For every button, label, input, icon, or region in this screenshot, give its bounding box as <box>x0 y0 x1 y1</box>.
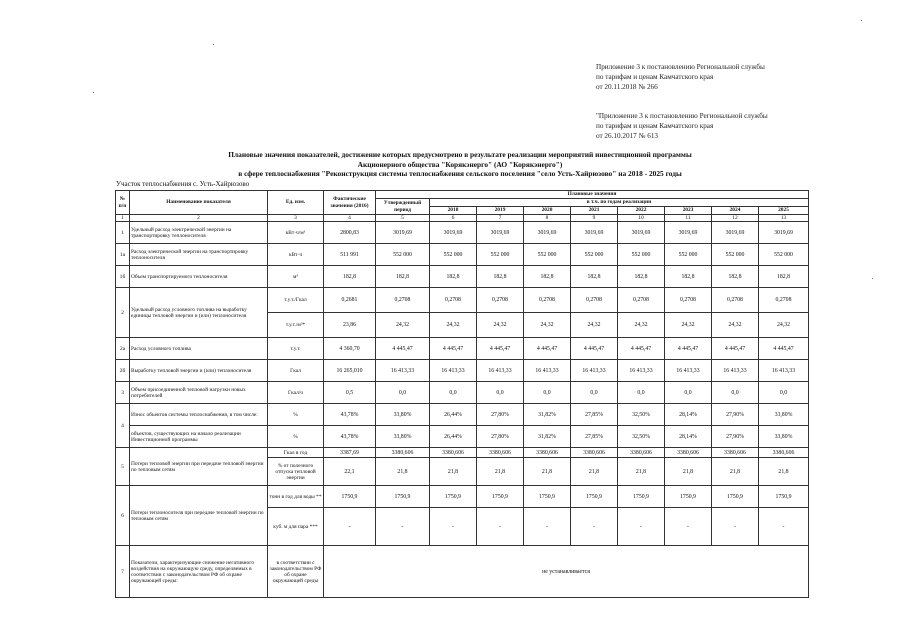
row-unit: % <box>268 426 324 448</box>
table-row <box>116 244 809 266</box>
row-year-value: 3380,606 <box>524 448 571 458</box>
row-year-value: 33,80% <box>759 404 809 426</box>
row-year-value: 3380,606 <box>430 448 477 458</box>
row-year-value: 182,8 <box>618 266 665 288</box>
row-year-value: 21,8 <box>665 458 712 486</box>
row-num: 1 <box>116 222 130 244</box>
row-year-value: 0,2708 <box>618 288 665 313</box>
row-year-value: 552 000 <box>759 244 809 266</box>
table-row <box>116 338 809 360</box>
annex-current <box>596 62 765 93</box>
row-year-value: 1750,9 <box>665 486 712 508</box>
header-by-years: в т.ч. по годам реализации <box>430 199 809 207</box>
row-year-value: 4 445,47 <box>524 338 571 360</box>
title-line: Плановые значения показателей, достижение которых предусмотрено в результате реализации мероприятий инвестиционной программы <box>228 150 692 159</box>
row-year-value: 3380,606 <box>477 448 524 458</box>
row-fact: 4 360,70 <box>324 338 376 360</box>
column-number: 3 <box>268 215 324 222</box>
document-title <box>110 150 810 179</box>
row-year-value: 24,32 <box>571 313 618 338</box>
row-year-value: 1750,9 <box>712 486 759 508</box>
row-year-value: 24,32 <box>665 313 712 338</box>
row-year-value: 1750,9 <box>571 486 618 508</box>
header-year: 2023 <box>665 207 712 215</box>
table-row <box>116 382 809 404</box>
column-number: 10 <box>618 215 665 222</box>
row-unit: % от полезного отпуска тепловой энергии <box>268 458 324 486</box>
header-num: № п/п <box>116 191 130 215</box>
row-year-value: 1750,9 <box>618 486 665 508</box>
row-name: Объем присоединенной тепловой нагрузки новых потребителей <box>130 382 268 404</box>
section-label: Участок теплоснабжения с. Усть-Хайрюзово <box>116 180 250 188</box>
row-approved: 3380,606 <box>376 448 430 458</box>
row-unit: т.у.т./Гкал <box>268 288 324 313</box>
row-year-value: - <box>618 508 665 546</box>
row-year-value: 0,2708 <box>477 288 524 313</box>
column-number: 2 <box>130 215 268 222</box>
row-year-value: 0,2708 <box>524 288 571 313</box>
row-name: Потери теплоносителя при передаче тепловой энергии по тепловым сетям <box>130 486 268 546</box>
row-unit: куб. м для пара *** <box>268 508 324 546</box>
row-year-value: 24,32 <box>712 313 759 338</box>
row-year-value: 16 413,33 <box>524 360 571 382</box>
row-year-value: 182,8 <box>759 266 809 288</box>
row-approved: 33,80% <box>376 426 430 448</box>
row-year-value: 3380,606 <box>618 448 665 458</box>
column-number: 7 <box>477 215 524 222</box>
table-row <box>116 426 809 448</box>
annex-original <box>596 111 768 142</box>
row-year-value: 0,2708 <box>430 288 477 313</box>
table-row <box>116 222 809 244</box>
row-year-value: 27,85% <box>571 426 618 448</box>
row-year-value: 26,44% <box>430 426 477 448</box>
row-unit: Гкал <box>268 360 324 382</box>
row-year-value: 3380,606 <box>759 448 809 458</box>
annex-current-line: от 20.11.2018 № 266 <box>596 83 658 92</box>
title-line: Акционерного общества "Корякэнерго" (АО "Корякэнерго") <box>357 159 563 169</box>
row-year-value: 4 445,47 <box>712 338 759 360</box>
table-row <box>116 288 809 313</box>
row-year-value: 4 445,47 <box>477 338 524 360</box>
column-number: 9 <box>571 215 618 222</box>
row-approved: 21,8 <box>376 458 430 486</box>
header-year: 2025 <box>759 207 809 215</box>
row-year-value: 1750,9 <box>524 486 571 508</box>
row-fact: 182,8 <box>324 266 376 288</box>
row-year-value: 21,8 <box>712 458 759 486</box>
header-year: 2020 <box>524 207 571 215</box>
column-number: 4 <box>324 215 376 222</box>
row-year-value: 16 413,33 <box>618 360 665 382</box>
row-year-value: 0,0 <box>524 382 571 404</box>
header-year: 2024 <box>712 207 759 215</box>
row-num: 5 <box>116 448 130 486</box>
row-year-value: - <box>712 508 759 546</box>
row-unit: м³ <box>268 266 324 288</box>
row-year-value: 0,2708 <box>571 288 618 313</box>
row-num: 4 <box>116 404 130 448</box>
row-year-value: 21,8 <box>430 458 477 486</box>
row-year-value: 3380,606 <box>665 448 712 458</box>
row-year-value: - <box>477 508 524 546</box>
row-year-value: 0,0 <box>665 382 712 404</box>
row-year-value: 0,0 <box>571 382 618 404</box>
annex-current-line: по тарифам и ценам Камчатского края <box>596 73 714 82</box>
table-row <box>116 486 809 508</box>
row-year-value: 552 000 <box>712 244 759 266</box>
row-num: 7 <box>116 546 130 598</box>
row-year-value: 182,8 <box>665 266 712 288</box>
row-year-value: 24,32 <box>618 313 665 338</box>
row-name: Удельный расход электрической энергии на транспортировку теплоносителя <box>130 222 268 244</box>
header-approved: Утвержденный период <box>376 199 430 215</box>
row-year-value: 4 445,47 <box>618 338 665 360</box>
row-year-value: 182,8 <box>571 266 618 288</box>
row-year-value: 3019,69 <box>712 222 759 244</box>
row-year-value: - <box>759 508 809 546</box>
scan-speckle <box>93 92 94 93</box>
row-year-value: 16 413,33 <box>712 360 759 382</box>
row-year-value: 24,32 <box>430 313 477 338</box>
row-year-value: 3380,606 <box>571 448 618 458</box>
row-unit: т.у.т./м³* <box>268 313 324 338</box>
row-year-value: 4 445,47 <box>665 338 712 360</box>
row-year-value: 182,8 <box>524 266 571 288</box>
row-year-value: 31,82% <box>524 426 571 448</box>
row-year-value: 33,80% <box>759 426 809 448</box>
row-year-value: 21,8 <box>571 458 618 486</box>
row-year-value: 0,2708 <box>665 288 712 313</box>
row-year-value: 552 000 <box>571 244 618 266</box>
row-year-value: 3019,69 <box>477 222 524 244</box>
row-year-value: 0,0 <box>618 382 665 404</box>
column-number: 12 <box>712 215 759 222</box>
annex-original-line: от 26.10.2017 № 613 <box>596 132 659 141</box>
row-year-value: 21,8 <box>477 458 524 486</box>
table-row <box>116 546 809 598</box>
header-unit: Ед. изм. <box>268 191 324 215</box>
row-year-value: 182,8 <box>430 266 477 288</box>
row-year-value: 31,82% <box>524 404 571 426</box>
row-approved: 16 413,33 <box>376 360 430 382</box>
row-name: Износ объектов системы теплоснабжения, в том числе: <box>130 404 268 426</box>
row-year-value: 24,32 <box>524 313 571 338</box>
row-year-value: 24,32 <box>477 313 524 338</box>
annex-original-line: по тарифам и ценам Камчатского края <box>596 122 714 131</box>
row-year-value: 28,14% <box>665 404 712 426</box>
row-year-value: 21,8 <box>524 458 571 486</box>
header-name: Наименование показателя <box>130 191 268 215</box>
row-year-value: 3019,69 <box>759 222 809 244</box>
row-unit: Гкал в год <box>268 448 324 458</box>
row-fact: 16 265,010 <box>324 360 376 382</box>
row-year-value: 0,2708 <box>759 288 809 313</box>
row-name: Выработку тепловой энергии и (или) теплоносителя <box>130 360 268 382</box>
column-number: 13 <box>759 215 809 222</box>
row-num: 2б <box>116 360 130 382</box>
title-line: в сфере теплоснабжения "Реконструкция системы теплоснабжения сельского поселения "село Усть-Хайрюзово" на 2018 - 2025 годы <box>238 169 682 179</box>
row-approved: 182,8 <box>376 266 430 288</box>
row-year-value: 32,50% <box>618 426 665 448</box>
column-numbers-row <box>116 215 809 222</box>
row-year-value: 24,32 <box>759 313 809 338</box>
row-num: 2а <box>116 338 130 360</box>
column-number: 6 <box>430 215 477 222</box>
row-year-value: 27,90% <box>712 426 759 448</box>
row-approved: 0,0 <box>376 382 430 404</box>
row-fact: - <box>324 508 376 546</box>
row-year-value: 16 413,33 <box>759 360 809 382</box>
row-num: 3 <box>116 382 130 404</box>
scan-speckle <box>861 20 862 21</box>
row-year-value: 3019,69 <box>571 222 618 244</box>
row-year-value: 0,2708 <box>712 288 759 313</box>
row-year-value: 0,0 <box>477 382 524 404</box>
row-year-value: - <box>571 508 618 546</box>
row-year-value: 16 413,33 <box>665 360 712 382</box>
column-number: 11 <box>665 215 712 222</box>
row-year-value: 16 413,33 <box>430 360 477 382</box>
row-name: объектов, существующих на начало реализации Инвестиционной программы <box>130 426 268 448</box>
row-unit: т.у.т. <box>268 338 324 360</box>
row-approved: 552 000 <box>376 244 430 266</box>
row-fact: 2800,83 <box>324 222 376 244</box>
row-name: Удельный расход условного топлива на выработку единицы тепловой энергии и (или) теплоносителя <box>130 288 268 338</box>
row-num: 2 <box>116 288 130 338</box>
annex-original-line: "Приложение 3 к постановлению Региональной службы <box>596 112 768 120</box>
row-num: 1б <box>116 266 130 288</box>
row-name: Показатели, характеризующие снижение негативного воздействия на окружающую среду, определяемых в соответствии с законодательством РФ об охране окружающей среды: <box>130 546 268 598</box>
row-year-value: 552 000 <box>524 244 571 266</box>
row-fact: 3387,69 <box>324 448 376 458</box>
row-year-value: 182,8 <box>477 266 524 288</box>
row-year-value: 552 000 <box>665 244 712 266</box>
row-approved: 33,80% <box>376 404 430 426</box>
row-unit: кВт·ч <box>268 244 324 266</box>
row-year-value: 0,0 <box>759 382 809 404</box>
row-fact: 511 991 <box>324 244 376 266</box>
row-fact: 0,2681 <box>324 288 376 313</box>
row-fact: 0,5 <box>324 382 376 404</box>
row-approved: 1750,9 <box>376 486 430 508</box>
row-fact: 43,78% <box>324 404 376 426</box>
scan-speckle <box>872 278 873 279</box>
annex-current-line: Приложение 3 к постановлению Региональной службы <box>596 63 765 71</box>
row-approved: - <box>376 508 430 546</box>
row-year-value: 1750,9 <box>759 486 809 508</box>
row-name: Расход электрической энергии на транспортировку теплоносителя <box>130 244 268 266</box>
row-year-value: 3019,69 <box>430 222 477 244</box>
header-fact: Фактические значения (2016) <box>324 191 376 215</box>
row-year-value: 0,0 <box>430 382 477 404</box>
column-number: 8 <box>524 215 571 222</box>
row-approved: 24,32 <box>376 313 430 338</box>
header-year: 2019 <box>477 207 524 215</box>
row-year-value: 21,8 <box>759 458 809 486</box>
row-year-value: 1750,9 <box>477 486 524 508</box>
column-number: 5 <box>376 215 430 222</box>
header-plan-group: Плановые значения <box>376 191 809 199</box>
row-year-value: 0,0 <box>712 382 759 404</box>
indicators-table <box>115 190 809 598</box>
row-fact: 43,78% <box>324 426 376 448</box>
row-year-value: - <box>430 508 477 546</box>
column-number: 1 <box>116 215 130 222</box>
row-year-value: 182,8 <box>712 266 759 288</box>
row-not-established: не устанавливается <box>324 546 809 598</box>
row-approved: 0,2708 <box>376 288 430 313</box>
row-unit: % <box>268 404 324 426</box>
row-year-value: 4 445,47 <box>430 338 477 360</box>
row-num: 1а <box>116 244 130 266</box>
row-year-value: 27,80% <box>477 426 524 448</box>
row-fact: 22,1 <box>324 458 376 486</box>
row-year-value: 552 000 <box>618 244 665 266</box>
row-fact: 1750,9 <box>324 486 376 508</box>
row-year-value: 26,44% <box>430 404 477 426</box>
row-unit: кВт·ч/м³ <box>268 222 324 244</box>
header-year: 2022 <box>618 207 665 215</box>
row-year-value: 3019,69 <box>618 222 665 244</box>
row-unit: Гкал/ч <box>268 382 324 404</box>
row-year-value: 552 000 <box>430 244 477 266</box>
header-year: 2018 <box>430 207 477 215</box>
row-year-value: 27,80% <box>477 404 524 426</box>
row-year-value: 3380,606 <box>712 448 759 458</box>
row-approved: 4 445,47 <box>376 338 430 360</box>
row-year-value: 3019,69 <box>524 222 571 244</box>
row-name: Расход условного топлива <box>130 338 268 360</box>
row-unit: в соответствии с законодательством РФ об охране окружающей среды <box>268 546 324 598</box>
table-row <box>116 448 809 458</box>
row-year-value: 1750,9 <box>430 486 477 508</box>
row-name: Потери тепловой энергии при передаче тепловой энергии по тепловым сетям <box>130 448 268 486</box>
row-year-value: 27,90% <box>712 404 759 426</box>
row-year-value: 4 445,47 <box>571 338 618 360</box>
table-row <box>116 360 809 382</box>
table-row <box>116 404 809 426</box>
row-year-value: 4 445,47 <box>759 338 809 360</box>
scan-speckle <box>213 44 214 45</box>
row-year-value: 552 000 <box>477 244 524 266</box>
row-year-value: 32,50% <box>618 404 665 426</box>
row-unit: тонн в год для воды ** <box>268 486 324 508</box>
row-approved: 3019,69 <box>376 222 430 244</box>
row-year-value: 16 413,33 <box>477 360 524 382</box>
row-year-value: 16 413,33 <box>571 360 618 382</box>
row-year-value: 21,8 <box>618 458 665 486</box>
row-fact: 23,86 <box>324 313 376 338</box>
header-year: 2021 <box>571 207 618 215</box>
table-row <box>116 266 809 288</box>
row-year-value: 27,85% <box>571 404 618 426</box>
row-year-value: - <box>665 508 712 546</box>
row-year-value: - <box>524 508 571 546</box>
row-year-value: 28,14% <box>665 426 712 448</box>
row-year-value: 3019,69 <box>665 222 712 244</box>
row-num: 6 <box>116 486 130 546</box>
row-name: Объем транспортируемого теплоносителя <box>130 266 268 288</box>
